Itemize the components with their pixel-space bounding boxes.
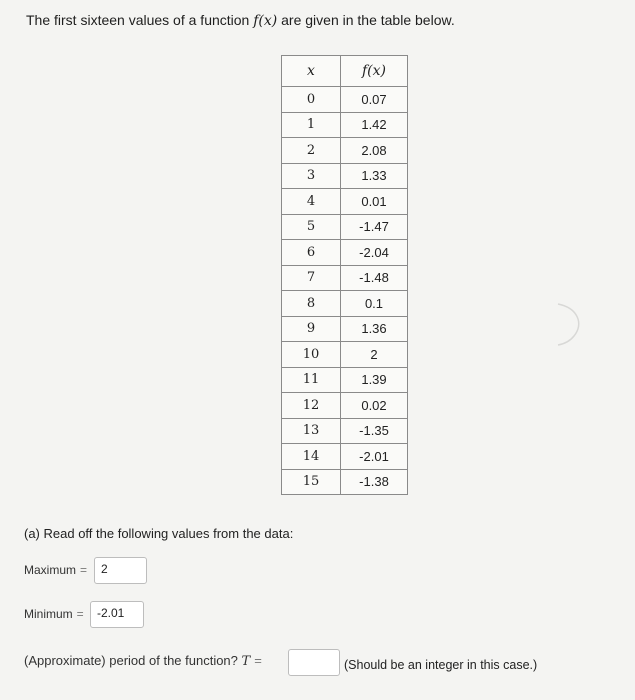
function-notation: f(x) — [253, 13, 278, 29]
table-row — [282, 444, 408, 470]
problem-statement — [26, 12, 455, 29]
cell-x: 10 — [282, 342, 341, 368]
period-label — [24, 653, 266, 669]
table-row — [282, 112, 408, 138]
cell-fx: -1.38 — [341, 469, 408, 495]
period-label-text: (Approximate) period of the function? — [24, 653, 242, 668]
cell-x: 15 — [282, 469, 341, 495]
table-row — [282, 342, 408, 368]
minimum-input[interactable]: -2.01 — [90, 601, 144, 628]
cell-x: 9 — [282, 316, 341, 342]
table-row — [282, 469, 408, 495]
cell-x: 12 — [282, 393, 341, 419]
part-a-heading: (a) Read off the following values from the data: — [24, 526, 294, 541]
cell-x: 7 — [282, 265, 341, 291]
cell-x: 4 — [282, 189, 341, 215]
cell-fx: 1.39 — [341, 367, 408, 393]
table-body — [282, 87, 408, 495]
table-row — [282, 393, 408, 419]
maximum-label-row — [24, 563, 91, 577]
cell-fx: 1.36 — [341, 316, 408, 342]
table-row — [282, 138, 408, 164]
table-row — [282, 265, 408, 291]
column-header-x: x — [282, 56, 341, 87]
cell-fx: 1.42 — [341, 112, 408, 138]
intro-text-after: are given in the table below. — [277, 12, 455, 28]
maximum-input[interactable]: 2 — [94, 557, 147, 584]
cell-x: 8 — [282, 291, 341, 317]
table-row — [282, 87, 408, 113]
cell-fx: 2 — [341, 342, 408, 368]
period-equals: = — [254, 653, 262, 668]
table-row — [282, 240, 408, 266]
cell-x: 5 — [282, 214, 341, 240]
maximum-label: Maximum — [24, 563, 77, 577]
cell-x: 3 — [282, 163, 341, 189]
table-header-row — [282, 56, 408, 87]
cell-x: 13 — [282, 418, 341, 444]
values-table — [281, 55, 408, 495]
cell-fx: -1.35 — [341, 418, 408, 444]
cell-fx: -2.04 — [341, 240, 408, 266]
cell-fx: 0.01 — [341, 189, 408, 215]
cell-fx: 1.33 — [341, 163, 408, 189]
cell-fx: 2.08 — [341, 138, 408, 164]
cell-x: 1 — [282, 112, 341, 138]
cell-x: 14 — [282, 444, 341, 470]
table-row — [282, 189, 408, 215]
table-row — [282, 214, 408, 240]
minimum-equals: = — [76, 607, 84, 621]
maximum-equals: = — [80, 563, 88, 577]
table-row — [282, 291, 408, 317]
period-symbol: T — [241, 654, 251, 669]
cell-x: 0 — [282, 87, 341, 113]
period-hint: (Should be an integer in this case.) — [344, 658, 538, 672]
column-header-fx: f(x) — [341, 56, 408, 87]
cell-fx: -2.01 — [341, 444, 408, 470]
minimum-label: Minimum — [24, 607, 73, 621]
cell-x: 2 — [282, 138, 341, 164]
cell-fx: -1.47 — [341, 214, 408, 240]
cell-fx: -1.48 — [341, 265, 408, 291]
table-row — [282, 418, 408, 444]
cell-fx: 0.07 — [341, 87, 408, 113]
period-input[interactable] — [288, 649, 340, 676]
pen-mark — [552, 300, 592, 350]
table-row — [282, 367, 408, 393]
cell-fx: 0.1 — [341, 291, 408, 317]
table-row — [282, 163, 408, 189]
cell-fx: 0.02 — [341, 393, 408, 419]
cell-x: 6 — [282, 240, 341, 266]
table-row — [282, 316, 408, 342]
minimum-label-row — [24, 607, 88, 621]
intro-text-before: The first sixteen values of a function — [26, 12, 254, 28]
cell-x: 11 — [282, 367, 341, 393]
